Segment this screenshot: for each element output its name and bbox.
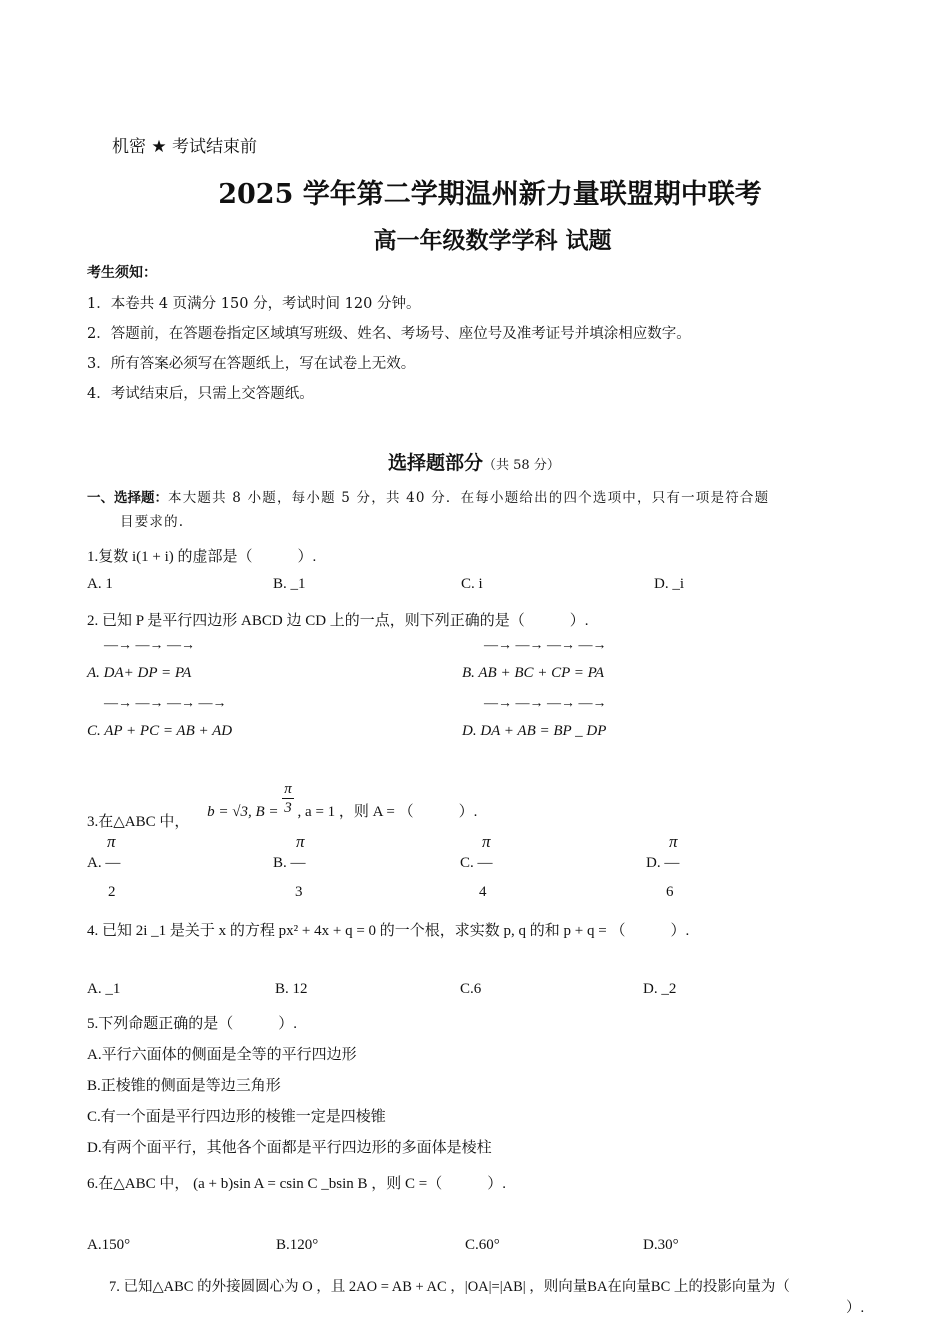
section-header (388, 448, 560, 475)
q2-stem: 2. 已知 P 是平行四边形 ABCD 边 CD 上的一点，则下列正确的是（ ）. (87, 613, 589, 629)
q3-d-label: D. — (646, 855, 680, 871)
q7-stem: 7. 已知△ABC 的外接圆圆心为 O ，且 2AO = AB + AC ，|OA|=|AB| ，则向量BA在向量BC 上的投影向量为（ (109, 1279, 790, 1295)
q3-a-pi: π (107, 832, 116, 851)
q3-c-pi: π (482, 832, 491, 851)
q3-fraction-num: π (284, 781, 292, 797)
q4-option-c: C.6 (460, 981, 482, 997)
q2-c-vector-arrows: —→ —→ —→ —→ (104, 696, 227, 711)
q3-b-den: 3 (295, 884, 303, 900)
q4-option-d: D. _2 (643, 981, 677, 997)
q7-stem-tail: ）. (846, 1300, 865, 1316)
section-points: （共 58 分） (483, 458, 560, 473)
q5-option-b: B.正棱锥的侧面是等边三角形 (87, 1078, 281, 1094)
q5-stem: 5.下列命题正确的是（ ）. (87, 1016, 298, 1032)
q3-d-pi: π (669, 832, 678, 851)
exam-title: 2025 学年第二学期温州新力量联盟期中联考 (218, 179, 762, 210)
q2-b-vector-arrows: —→ —→ —→ —→ (484, 638, 607, 653)
exam-subtitle: 高一年级数学学科 试题 (373, 227, 612, 254)
notice-item-2: 2．答题前，在答题卷指定区域填写班级、姓名、考场号、座位号及准考证号并填涂相应数字。 (87, 326, 691, 342)
q5-option-d: D.有两个面平行，其他各个面都是平行四边形的多面体是棱柱 (87, 1140, 492, 1156)
notice-item-4: 4．考试结束后，只需上交答题纸。 (87, 386, 314, 402)
q5-option-c: C.有一个面是平行四边形的棱锥一定是四棱锥 (87, 1109, 386, 1125)
section-title: 选择题部分 (388, 452, 484, 474)
q2-option-c: C. AP + PC = AB + AD (87, 723, 233, 739)
instruction-line-1: 本大题共 8 小题，每小题 5 分，共 40 分．在每小题给出的四个选项中，只有一项是符合题 (168, 490, 770, 506)
q5-option-a: A.平行六面体的侧面是全等的平行四边形 (87, 1047, 357, 1063)
q1-option-b: B. _1 (273, 576, 306, 592)
q3-a-den: 2 (108, 884, 116, 900)
q3-stem-prefix: 3.在△ABC 中， (87, 813, 190, 830)
q3-stem (87, 780, 478, 830)
notice-item-1: 1．本卷共 4 页满分 150 分，考试时间 120 分钟。 (87, 296, 421, 312)
q3-c-label: C. — (460, 855, 493, 871)
q6-stem: 6.在△ABC 中， (a + b)sin A = csin C _bsin B ，则 C =（ ）. (87, 1176, 507, 1192)
q3-fraction-den: 3 (284, 800, 292, 816)
notice-heading: 考生须知： (87, 265, 157, 281)
q3-a-label: A. — (87, 855, 121, 871)
q6-option-d: D.30° (643, 1237, 679, 1253)
q3-stem-suffix: , a = 1 ，则 A = （ ）. (297, 803, 478, 820)
section-instruction (87, 486, 769, 506)
q3-b-label: B. — (273, 855, 306, 871)
instruction-line-2: 目要求的. (120, 514, 185, 530)
q1-option-a: A. 1 (87, 576, 113, 592)
q2-option-a: A. DA+ DP = PA (87, 665, 192, 681)
q4-option-b: B. 12 (275, 981, 308, 997)
q3-given-fraction (282, 780, 294, 817)
instruction-label: 一、选择题： (87, 490, 168, 506)
q6-option-a: A.150° (87, 1237, 131, 1253)
q3-c-den: 4 (479, 884, 487, 900)
q3-given-b: b = √3, B = (207, 803, 279, 820)
q3-d-den: 6 (666, 884, 674, 900)
q6-option-c: C.60° (465, 1237, 500, 1253)
q2-d-vector-arrows: —→ —→ —→ —→ (484, 696, 607, 711)
q1-option-c: C. i (461, 576, 483, 592)
q2-option-d: D. DA + AB = BP _ DP (462, 723, 607, 739)
q1-option-d: D. _i (654, 576, 684, 592)
q6-option-b: B.120° (276, 1237, 319, 1253)
q3-b-pi: π (296, 832, 305, 851)
confidential-mark: 机密 ★ 考试结束前 (112, 137, 258, 157)
q1-stem: 1.复数 i(1 + i) 的虚部是（ ）. (87, 549, 317, 565)
notice-item-3: 3．所有答案必须写在答题纸上，写在试卷上无效。 (87, 356, 416, 372)
q4-stem: 4. 已知 2i _1 是关于 x 的方程 px² + 4x + q = 0 的一个根，求实数 p, q 的和 p + q = （ ）. (87, 923, 690, 939)
q4-option-a: A. _1 (87, 981, 121, 997)
q2-option-b: B. AB + BC + CP = PA (462, 665, 605, 681)
q2-a-vector-arrows: —→ —→ —→ (104, 638, 195, 653)
